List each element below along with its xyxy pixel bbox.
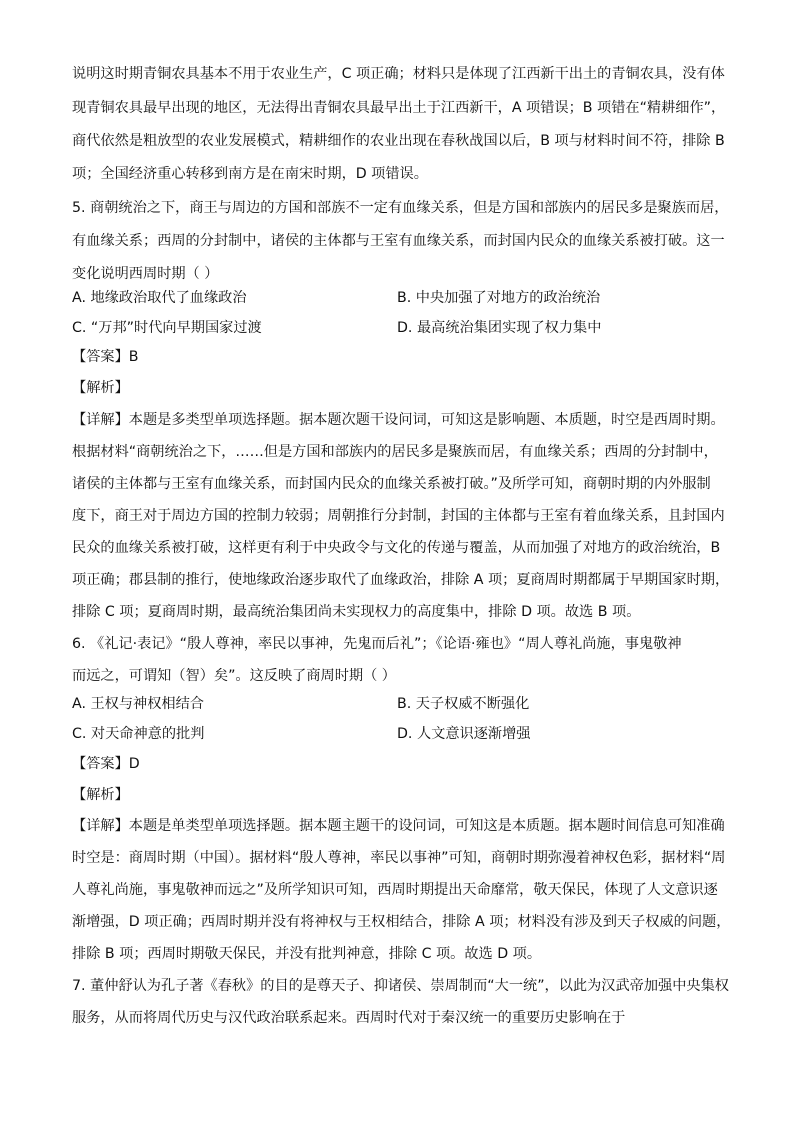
q5-answer-label: 【答案】B bbox=[72, 349, 139, 365]
q6-option-a: A. 王权与神权相结合 bbox=[72, 696, 204, 712]
q6-answer-label: 【答案】D bbox=[72, 756, 140, 772]
q5-stem-line: 变化说明西周时期（ ） bbox=[72, 266, 219, 282]
q6-analysis-label: 【解析】 bbox=[72, 787, 129, 803]
q6-analysis-line: 人尊礼尚施，事鬼敬神而远之”及所学知识可知，西周时期提出天命靡常，敬天保民，体现了人文意识逐 bbox=[72, 882, 718, 898]
intro-line: 项；全国经济重心转移到南方是在南宋时期，D 项错误。 bbox=[72, 166, 428, 182]
q7-stem-line: 7. 董仲舒认为孔子著《春秋》的目的是尊天子、抑诸侯、崇周制而“大一统”，以此为汉武帝加强中央集权 bbox=[72, 978, 729, 994]
q7-stem-line: 服务，从而将周代历史与汉代政治联系起来。西周时代对于秦汉统一的重要历史影响在于 bbox=[72, 1010, 626, 1026]
q5-analysis-line: 根据材料“商朝统治之下，……但是方国和部族内的居民多是聚族而居，有血缘关系；西周的分封制中， bbox=[72, 444, 718, 460]
intro-line: 商代依然是粗放型的农业发展模式，精耕细作的农业出现在春秋战国以后，B 项与材料时间不符，排除 B bbox=[72, 133, 725, 149]
q6-analysis-line: 排除 B 项；西周时期敬天保民，并没有批判神意，排除 C 项。故选 D 项。 bbox=[72, 946, 542, 962]
q5-option-c: C. “万邦”时代向早期国家过渡 bbox=[72, 320, 262, 336]
q5-analysis-line: 诸侯的主体都与王室有血缘关系，而封国内民众的血缘关系被打破。”及所学可知，商朝时期的内外服制 bbox=[72, 476, 711, 492]
q6-stem-line: 而远之，可谓知（智）矣”。这反映了商周时期（ ） bbox=[72, 668, 396, 684]
q5-option-b: B. 中央加强了对地方的政治统治 bbox=[397, 290, 601, 306]
q5-stem-line: 5. 商朝统治之下，商王与周边的方国和部族不一定有血缘关系，但是方国和部族内的居民多是聚族而居， bbox=[72, 200, 729, 216]
q5-option-a: A. 地缘政治取代了血缘政治 bbox=[72, 290, 247, 306]
q6-analysis-line: 时空是：商周时期（中国）。据材料“殷人尊神，率民以事神”可知，商朝时期弥漫着神权色彩，据材料“周 bbox=[72, 850, 726, 866]
q5-stem-line: 有血缘关系；西周的分封制中，诸侯的主体都与王室有血缘关系，而封国内民众的血缘关系被打破。这一 bbox=[72, 233, 725, 249]
q5-analysis-line: 度下，商王对于周边方国的控制力较弱；周朝推行分封制，封国的主体都与王室有着血缘关系，且封国内 bbox=[72, 508, 725, 524]
q5-option-d: D. 最高统治集团实现了权力集中 bbox=[397, 320, 602, 336]
q5-analysis-line: 民众的血缘关系被打破，这样更有利于中央政令与文化的传递与覆盖，从而加强了对地方的政治统治，B bbox=[72, 540, 721, 556]
q6-analysis-line: 渐增强，D 项正确；西周时期并没有将神权与王权相结合，排除 A 项；材料没有涉及到天子权威的问题， bbox=[72, 914, 731, 930]
q6-option-d: D. 人文意识逐渐增强 bbox=[397, 726, 531, 742]
intro-line: 现青铜农具最早出现的地区，无法得出青铜农具最早出土于江西新干，A 项错误；B 项错在“精耕细作”， bbox=[72, 100, 726, 116]
q6-option-c: C. 对天命神意的批判 bbox=[72, 726, 205, 742]
intro-line: 说明这时期青铜农具基本不用于农业生产，C 项正确；材料只是体现了江西新干出土的青铜农具，没有体 bbox=[72, 66, 725, 82]
q5-analysis-line: 【详解】本题是多类型单项选择题。据本题次题干设问词，可知这是影响题、本质题，时空是西周时期。 bbox=[72, 412, 725, 428]
q6-option-b: B. 天子权威不断强化 bbox=[397, 696, 530, 712]
q5-analysis-line: 项正确；郡县制的推行，使地缘政治逐步取代了血缘政治，排除 A 项；夏商周时期都属于早期国家时期， bbox=[72, 572, 730, 588]
q6-analysis-line: 【详解】本题是单类型单项选择题。据本题主题干的设问词，可知这是本质题。据本题时间信息可知准确 bbox=[72, 818, 725, 834]
q5-analysis-line: 排除 C 项；夏商周时期，最高统治集团尚未实现权力的高度集中，排除 D 项。故选 B 项。 bbox=[72, 604, 641, 620]
q5-analysis-label: 【解析】 bbox=[72, 380, 129, 396]
q6-stem-line: 6. 《礼记·表记》“殷人尊神，率民以事神，先鬼而后礼”；《论语·雍也》“周人尊礼尚施，事鬼敬神 bbox=[72, 636, 682, 652]
